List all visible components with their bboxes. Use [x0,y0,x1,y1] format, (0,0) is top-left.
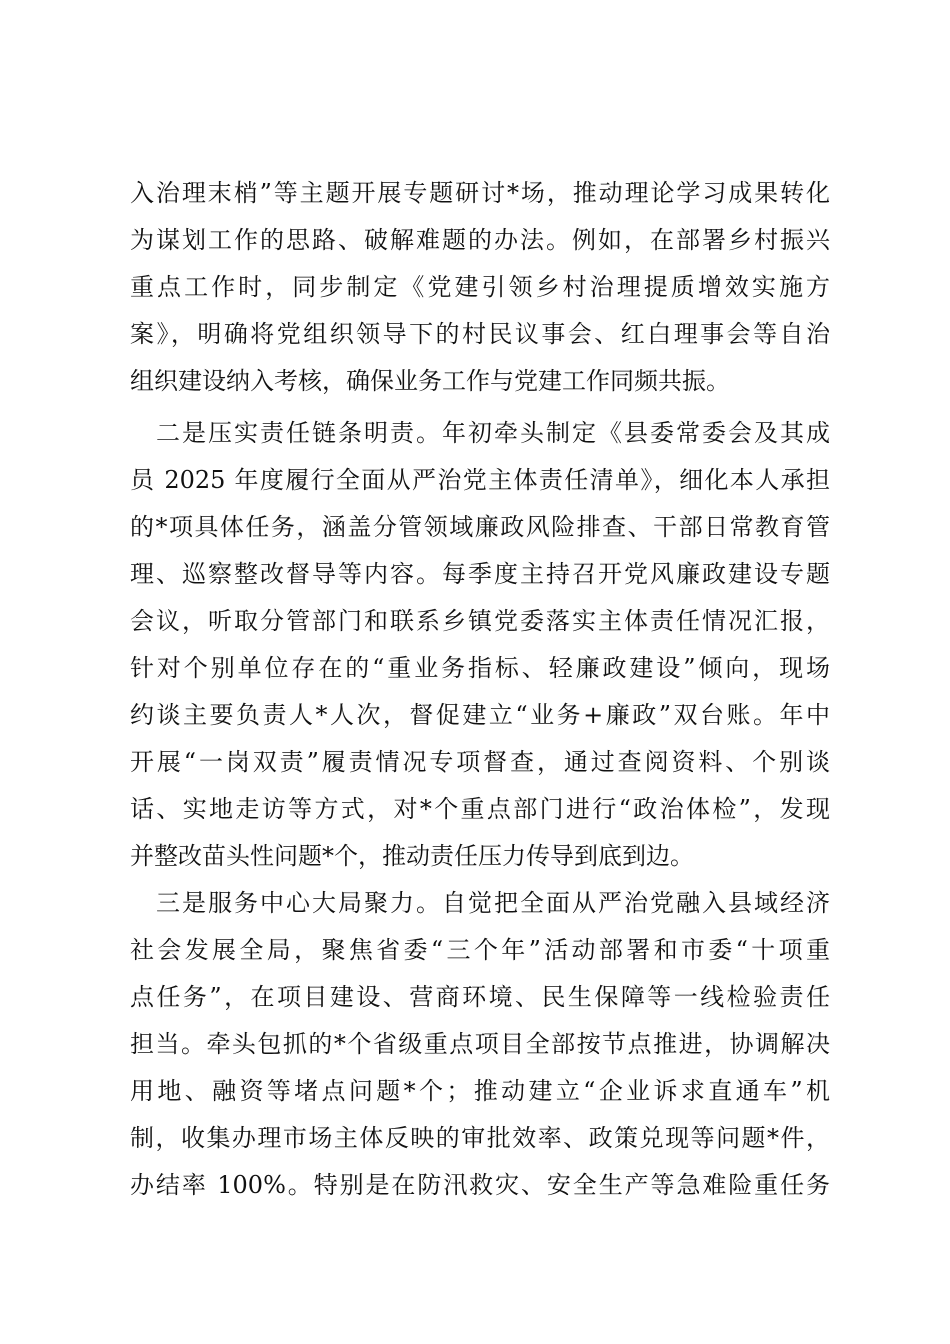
text-line: 理、巡察整改督导等内容。每季度主持召开党风廉政建设专题 [130,560,830,588]
text-line: 担当。牵头包抓的*个省级重点项目全部按节点推进，协调解决 [130,1030,830,1058]
text-line: 员 2025 年度履行全面从严治党主体责任清单》，细化本人承担 [130,466,830,494]
text-line: 办结率 100%。特别是在防汛救灾、安全生产等急难险重任务 [130,1171,830,1199]
text-line: 为谋划工作的思路、破解难题的办法。例如，在部署乡村振兴 [130,226,830,254]
text-line: 案》，明确将党组织领导下的村民议事会、红白理事会等自治 [130,320,830,348]
text-line: 组织建设纳入考核，确保业务工作与党建工作同频共振。 [130,367,730,395]
text-line: 会议，听取分管部门和联系乡镇党委落实主体责任情况汇报， [130,607,830,635]
text-line: 用地、融资等堵点问题*个；推动建立“企业诉求直通车”机 [130,1077,830,1105]
text-line: 入治理末梢”等主题开展专题研讨*场，推动理论学习成果转化 [130,179,830,207]
text-line: 制，收集办理市场主体反映的审批效率、政策兑现等问题*件， [130,1124,830,1152]
text-line: 并整改苗头性问题*个，推动责任压力传导到底到边。 [130,842,694,870]
paragraph-1 [130,170,830,405]
text-line: 重点工作时，同步制定《党建引领乡村治理提质增效实施方 [130,273,830,301]
paragraph-2 [130,410,830,880]
text-line: 社会发展全局，聚焦省委“三个年”活动部署和市委“十项重 [130,936,830,964]
text-line: 约谈主要负责人*人次，督促建立“业务+廉政”双台账。年中 [130,701,830,729]
text-line: 三是服务中心大局聚力。自觉把全面从严治党融入县域经济 [130,889,830,917]
text-line: 的*项具体任务，涵盖分管领域廉政风险排查、干部日常教育管 [130,513,830,541]
text-line: 开展“一岗双责”履责情况专项督查，通过查阅资料、个别谈 [130,748,830,776]
text-line: 点任务”，在项目建设、营商环境、民生保障等一线检验责任 [130,983,830,1011]
text-line: 话、实地走访等方式，对*个重点部门进行“政治体检”，发现 [130,795,830,823]
document-body [130,170,830,1209]
text-line: 二是压实责任链条明责。年初牵头制定《县委常委会及其成 [130,419,830,447]
paragraph-3 [130,880,830,1209]
text-line: 针对个别单位存在的“重业务指标、轻廉政建设”倾向，现场 [130,654,830,682]
